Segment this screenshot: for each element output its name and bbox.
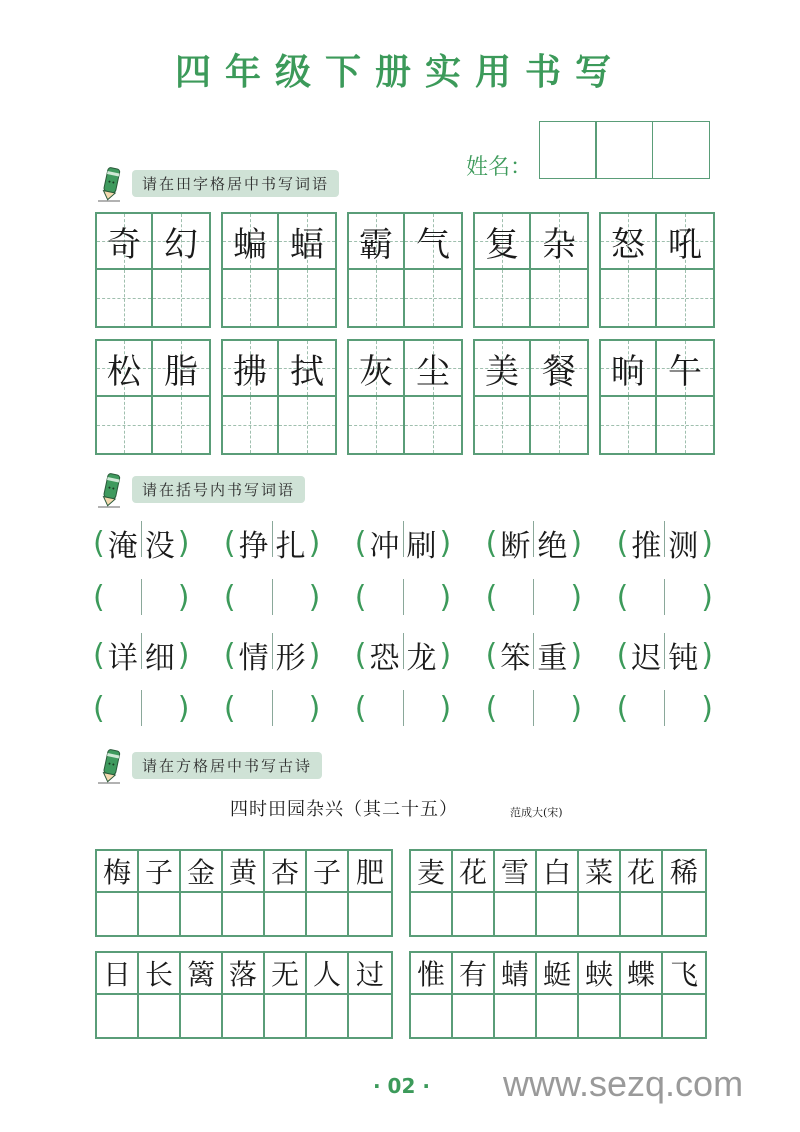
section-header-tianzige bbox=[98, 166, 339, 200]
tianzige-cell-practice[interactable] bbox=[223, 397, 279, 453]
poem-title: 四时田园杂兴（其二十五） bbox=[230, 799, 458, 820]
guide-line bbox=[124, 270, 125, 326]
open-paren: ( bbox=[93, 525, 105, 561]
poem-cell-model: 梅 bbox=[97, 851, 139, 893]
bracket-word bbox=[93, 633, 189, 677]
poem-cell-practice[interactable] bbox=[181, 893, 223, 935]
tianzige-word-box bbox=[221, 339, 337, 455]
poem-cell-model: 肥 bbox=[349, 851, 391, 893]
tianzige-row-2 bbox=[95, 339, 715, 455]
model-character: 奇 bbox=[107, 224, 141, 265]
bracket-blank[interactable] bbox=[355, 575, 451, 619]
open-paren: ( bbox=[223, 579, 236, 615]
poem-cell-model: 稀 bbox=[663, 851, 705, 893]
poem-cell-model: 长 bbox=[139, 953, 181, 995]
tianzige-word-box bbox=[347, 212, 463, 328]
poem-line-1 bbox=[95, 849, 393, 937]
guide-line bbox=[307, 270, 308, 326]
model-character: 美 bbox=[485, 351, 519, 392]
poem-cell-model: 篱 bbox=[181, 953, 223, 995]
guide-line bbox=[433, 270, 434, 326]
open-paren: ( bbox=[354, 579, 367, 615]
name-box[interactable] bbox=[652, 121, 710, 179]
poem-cell-practice[interactable] bbox=[349, 893, 391, 935]
bracket-char: 测 bbox=[668, 529, 699, 564]
poem-line-2 bbox=[409, 849, 707, 937]
poem-cell-practice[interactable] bbox=[621, 893, 663, 935]
model-character: 脂 bbox=[164, 351, 198, 392]
bracket-char bbox=[497, 690, 533, 726]
bracket-blank-row-2 bbox=[93, 686, 713, 730]
guide-line bbox=[181, 270, 182, 326]
tianzige-cell-model bbox=[531, 214, 587, 270]
bracket-word bbox=[355, 521, 451, 565]
poem-cell-model: 杏 bbox=[265, 851, 307, 893]
bracket-char bbox=[105, 579, 141, 615]
bracket-char: 淹 bbox=[107, 529, 138, 564]
tianzige-cell-practice[interactable] bbox=[97, 270, 153, 326]
tianzige-cell-model bbox=[405, 341, 461, 397]
bracket-char: 刷 bbox=[406, 529, 437, 564]
open-paren: ( bbox=[354, 690, 367, 726]
bracket-blank-row-1 bbox=[93, 575, 713, 619]
tianzige-cell-practice[interactable] bbox=[405, 397, 461, 453]
poem-grid bbox=[409, 951, 707, 1039]
poem-grid bbox=[95, 951, 393, 1039]
tianzige-cell-practice[interactable] bbox=[279, 270, 335, 326]
pencil-icon bbox=[98, 748, 124, 782]
poem-author: 范成大(宋) bbox=[510, 806, 563, 819]
guide-line bbox=[685, 397, 686, 453]
tianzige-cell-model bbox=[475, 341, 531, 397]
close-paren: ) bbox=[439, 637, 452, 673]
poem-cell-practice[interactable] bbox=[495, 893, 537, 935]
section-label: 请在括号内书写词语 bbox=[132, 476, 305, 503]
open-paren: ( bbox=[93, 579, 105, 615]
bracket-char: 重 bbox=[537, 641, 568, 676]
open-paren: ( bbox=[354, 637, 367, 673]
close-paren: ) bbox=[570, 637, 583, 673]
tianzige-word-box bbox=[599, 339, 715, 455]
poem-cell-model: 落 bbox=[223, 953, 265, 995]
open-paren: ( bbox=[223, 690, 236, 726]
section-label: 请在田字格居中书写词语 bbox=[132, 170, 339, 197]
bracket-blank[interactable] bbox=[486, 686, 582, 730]
tianzige-cell-practice[interactable] bbox=[279, 397, 335, 453]
tianzige-cell-practice[interactable] bbox=[223, 270, 279, 326]
open-paren: ( bbox=[485, 525, 498, 561]
open-paren: ( bbox=[616, 525, 629, 561]
tianzige-word-box bbox=[95, 339, 211, 455]
guide-line bbox=[376, 397, 377, 453]
bracket-char: 恐 bbox=[369, 641, 400, 676]
poem-cell-model: 白 bbox=[537, 851, 579, 893]
bracket-char: 细 bbox=[144, 641, 175, 676]
tianzige-cell-model bbox=[223, 341, 279, 397]
model-character: 怒 bbox=[611, 224, 645, 265]
bracket-char: 扎 bbox=[275, 529, 306, 564]
bracket-char: 绝 bbox=[537, 529, 568, 564]
bracket-word bbox=[617, 633, 713, 677]
bracket-word bbox=[93, 521, 189, 565]
bracket-blank[interactable] bbox=[224, 575, 320, 619]
guide-line bbox=[628, 397, 629, 453]
poem-cell-practice[interactable] bbox=[411, 995, 453, 1037]
poem-cell-practice[interactable] bbox=[349, 995, 391, 1037]
poem-cell-practice[interactable] bbox=[307, 893, 349, 935]
bracket-char bbox=[273, 690, 309, 726]
guide-line bbox=[376, 270, 377, 326]
bracket-blank[interactable] bbox=[617, 686, 713, 730]
close-paren: ) bbox=[439, 525, 452, 561]
section-header-poem bbox=[98, 748, 322, 782]
bracket-blank[interactable] bbox=[93, 575, 189, 619]
bracket-word bbox=[617, 521, 713, 565]
model-character: 杂 bbox=[542, 224, 576, 265]
poem-cell-model: 蜻 bbox=[495, 953, 537, 995]
tianzige-word-box bbox=[599, 212, 715, 328]
model-character: 霸 bbox=[359, 224, 393, 265]
tianzige-cell-model bbox=[657, 341, 713, 397]
name-label: 姓名： bbox=[466, 155, 533, 180]
bracket-char bbox=[142, 579, 178, 615]
poem-cell-model: 雪 bbox=[495, 851, 537, 893]
bracket-char bbox=[236, 579, 272, 615]
tianzige-word-box bbox=[473, 212, 589, 328]
bracket-char bbox=[497, 579, 533, 615]
guide-line bbox=[250, 270, 251, 326]
bracket-word bbox=[486, 633, 582, 677]
tianzige-cell-practice[interactable] bbox=[153, 270, 209, 326]
section-header-brackets bbox=[98, 472, 305, 506]
tianzige-cell-model bbox=[279, 341, 335, 397]
poem-cell-practice[interactable] bbox=[663, 995, 705, 1037]
model-character: 吼 bbox=[668, 224, 702, 265]
poem-cell-practice[interactable] bbox=[307, 995, 349, 1037]
tianzige-cell-practice[interactable] bbox=[153, 397, 209, 453]
tianzige-word-box bbox=[95, 212, 211, 328]
open-paren: ( bbox=[485, 690, 498, 726]
poem-cell-model: 有 bbox=[453, 953, 495, 995]
tianzige-cell-model bbox=[279, 214, 335, 270]
guide-line bbox=[124, 397, 125, 453]
guide-line bbox=[307, 397, 308, 453]
poem-cell-practice[interactable] bbox=[579, 893, 621, 935]
poem-cell-practice[interactable] bbox=[537, 995, 579, 1037]
guide-line bbox=[628, 270, 629, 326]
bracket-blank[interactable] bbox=[617, 575, 713, 619]
poem-cell-practice[interactable] bbox=[453, 893, 495, 935]
bracket-char: 没 bbox=[144, 529, 175, 564]
tianzige-cell-practice[interactable] bbox=[601, 397, 657, 453]
poem-cell-model: 人 bbox=[307, 953, 349, 995]
bracket-char bbox=[367, 579, 403, 615]
poem-cell-model: 蜓 bbox=[537, 953, 579, 995]
tianzige-row-1 bbox=[95, 212, 715, 328]
bracket-char: 详 bbox=[107, 641, 138, 676]
poem-cell-model: 蛱 bbox=[579, 953, 621, 995]
watermark: www.sezq.com bbox=[503, 1063, 744, 1104]
bracket-char bbox=[628, 579, 664, 615]
tianzige-cell-practice[interactable] bbox=[349, 270, 405, 326]
model-character: 灰 bbox=[359, 351, 393, 392]
close-paren: ) bbox=[177, 637, 190, 673]
bracket-char: 龙 bbox=[406, 641, 437, 676]
bracket-char: 推 bbox=[631, 529, 662, 564]
poem-grid bbox=[95, 849, 393, 937]
tianzige-cell-model bbox=[601, 214, 657, 270]
poem-cell-practice[interactable] bbox=[453, 995, 495, 1037]
guide-line bbox=[559, 270, 560, 326]
tianzige-cell-practice[interactable] bbox=[657, 270, 713, 326]
bracket-char bbox=[665, 690, 701, 726]
close-paren: ) bbox=[570, 690, 583, 726]
poem-cell-model: 过 bbox=[349, 953, 391, 995]
bracket-word bbox=[486, 521, 582, 565]
model-character: 复 bbox=[485, 224, 519, 265]
model-character: 蝠 bbox=[290, 224, 324, 265]
bracket-char bbox=[628, 690, 664, 726]
bracket-word bbox=[355, 633, 451, 677]
tianzige-cell-model bbox=[405, 214, 461, 270]
tianzige-word-box bbox=[473, 339, 589, 455]
tianzige-cell-practice[interactable] bbox=[601, 270, 657, 326]
poem-cell-practice[interactable] bbox=[181, 995, 223, 1037]
guide-line bbox=[181, 397, 182, 453]
tianzige-cell-model bbox=[475, 214, 531, 270]
close-paren: ) bbox=[308, 637, 321, 673]
bracket-char: 挣 bbox=[238, 529, 269, 564]
open-paren: ( bbox=[616, 637, 629, 673]
bracket-char: 钝 bbox=[668, 641, 699, 676]
tianzige-cell-practice[interactable] bbox=[657, 397, 713, 453]
tianzige-cell-model bbox=[153, 341, 209, 397]
open-paren: ( bbox=[223, 525, 236, 561]
open-paren: ( bbox=[616, 690, 629, 726]
close-paren: ) bbox=[177, 525, 190, 561]
bracket-blank[interactable] bbox=[224, 686, 320, 730]
poem-cell-practice[interactable] bbox=[97, 995, 139, 1037]
pencil-icon bbox=[98, 472, 124, 506]
name-box[interactable] bbox=[595, 121, 653, 179]
poem-cell-model: 飞 bbox=[663, 953, 705, 995]
guide-line bbox=[433, 397, 434, 453]
bracket-char: 冲 bbox=[369, 529, 400, 564]
poem-cell-practice[interactable] bbox=[495, 995, 537, 1037]
bracket-char bbox=[404, 690, 440, 726]
bracket-blank[interactable] bbox=[355, 686, 451, 730]
tianzige-cell-practice[interactable] bbox=[475, 270, 531, 326]
bracket-char bbox=[367, 690, 403, 726]
poem-cell-model: 子 bbox=[307, 851, 349, 893]
poem-cell-practice[interactable] bbox=[265, 995, 307, 1037]
bracket-char bbox=[273, 579, 309, 615]
poem-cell-practice[interactable] bbox=[579, 995, 621, 1037]
tianzige-cell-model bbox=[531, 341, 587, 397]
bracket-char: 笨 bbox=[500, 641, 531, 676]
model-character: 幻 bbox=[164, 224, 198, 265]
page-title: 四年级下册实用书写 bbox=[174, 52, 625, 93]
tianzige-word-box bbox=[347, 339, 463, 455]
close-paren: ) bbox=[701, 525, 713, 561]
bracket-char bbox=[534, 579, 570, 615]
tianzige-cell-model bbox=[97, 214, 153, 270]
close-paren: ) bbox=[439, 579, 452, 615]
tianzige-cell-model bbox=[349, 214, 405, 270]
tianzige-cell-model bbox=[153, 214, 209, 270]
bracket-char: 情 bbox=[238, 641, 269, 676]
poem-cell-model: 无 bbox=[265, 953, 307, 995]
pencil-icon bbox=[98, 166, 124, 200]
bracket-row-2 bbox=[93, 633, 713, 677]
model-character: 气 bbox=[416, 224, 450, 265]
close-paren: ) bbox=[177, 579, 190, 615]
tianzige-cell-model bbox=[601, 341, 657, 397]
guide-line bbox=[250, 397, 251, 453]
bracket-word bbox=[224, 633, 320, 677]
tianzige-word-box bbox=[221, 212, 337, 328]
close-paren: ) bbox=[439, 690, 452, 726]
name-boxes bbox=[540, 121, 710, 179]
section-label: 请在方格居中书写古诗 bbox=[132, 752, 322, 779]
bracket-blank[interactable] bbox=[486, 575, 582, 619]
poem-cell-model: 蝶 bbox=[621, 953, 663, 995]
open-paren: ( bbox=[485, 579, 498, 615]
poem-cell-practice[interactable] bbox=[97, 893, 139, 935]
model-character: 尘 bbox=[416, 351, 450, 392]
model-character: 蝙 bbox=[233, 224, 267, 265]
open-paren: ( bbox=[616, 579, 629, 615]
bracket-char bbox=[236, 690, 272, 726]
poem-cell-practice[interactable] bbox=[139, 893, 181, 935]
tianzige-cell-model bbox=[97, 341, 153, 397]
guide-line bbox=[685, 270, 686, 326]
tianzige-cell-model bbox=[349, 341, 405, 397]
model-character: 餐 bbox=[542, 351, 576, 392]
poem-cell-model: 花 bbox=[453, 851, 495, 893]
name-box[interactable] bbox=[539, 121, 597, 179]
poem-line-3 bbox=[95, 951, 393, 1039]
bracket-char bbox=[404, 579, 440, 615]
close-paren: ) bbox=[701, 690, 713, 726]
close-paren: ) bbox=[570, 525, 583, 561]
bracket-blank[interactable] bbox=[93, 686, 189, 730]
guide-line bbox=[502, 397, 503, 453]
bracket-char bbox=[534, 690, 570, 726]
poem-cell-model: 子 bbox=[139, 851, 181, 893]
bracket-char bbox=[665, 579, 701, 615]
close-paren: ) bbox=[308, 579, 321, 615]
model-character: 拭 bbox=[290, 351, 324, 392]
close-paren: ) bbox=[701, 579, 713, 615]
bracket-char: 形 bbox=[275, 641, 306, 676]
tianzige-cell-practice[interactable] bbox=[97, 397, 153, 453]
page-number: · 02 · bbox=[373, 1074, 430, 1098]
tianzige-cell-practice[interactable] bbox=[405, 270, 461, 326]
close-paren: ) bbox=[701, 637, 713, 673]
tianzige-cell-practice[interactable] bbox=[531, 397, 587, 453]
poem-cell-practice[interactable] bbox=[223, 995, 265, 1037]
model-character: 松 bbox=[107, 351, 141, 392]
tianzige-cell-model bbox=[657, 214, 713, 270]
close-paren: ) bbox=[308, 525, 321, 561]
bracket-char bbox=[142, 690, 178, 726]
poem-cell-model: 菜 bbox=[579, 851, 621, 893]
poem-cell-practice[interactable] bbox=[537, 893, 579, 935]
open-paren: ( bbox=[93, 637, 105, 673]
guide-line bbox=[559, 397, 560, 453]
poem-cell-model: 惟 bbox=[411, 953, 453, 995]
poem-cell-practice[interactable] bbox=[265, 893, 307, 935]
bracket-char: 迟 bbox=[631, 641, 662, 676]
close-paren: ) bbox=[570, 579, 583, 615]
poem-grid bbox=[409, 849, 707, 937]
poem-cell-practice[interactable] bbox=[223, 893, 265, 935]
close-paren: ) bbox=[177, 690, 190, 726]
model-character: 午 bbox=[668, 351, 702, 392]
poem-cell-practice[interactable] bbox=[139, 995, 181, 1037]
open-paren: ( bbox=[485, 637, 498, 673]
tianzige-cell-model bbox=[223, 214, 279, 270]
poem-cell-model: 麦 bbox=[411, 851, 453, 893]
bracket-word bbox=[224, 521, 320, 565]
poem-cell-model: 花 bbox=[621, 851, 663, 893]
model-character: 晌 bbox=[611, 351, 645, 392]
guide-line bbox=[502, 270, 503, 326]
poem-cell-practice[interactable] bbox=[663, 893, 705, 935]
open-paren: ( bbox=[223, 637, 236, 673]
model-character: 拂 bbox=[233, 351, 267, 392]
poem-cell-model: 黄 bbox=[223, 851, 265, 893]
poem-cell-practice[interactable] bbox=[621, 995, 663, 1037]
bracket-row-1 bbox=[93, 521, 713, 565]
bracket-char bbox=[105, 690, 141, 726]
tianzige-cell-practice[interactable] bbox=[531, 270, 587, 326]
poem-line-4 bbox=[409, 951, 707, 1039]
close-paren: ) bbox=[308, 690, 321, 726]
open-paren: ( bbox=[354, 525, 367, 561]
poem-cell-practice[interactable] bbox=[411, 893, 453, 935]
open-paren: ( bbox=[93, 690, 105, 726]
poem-cell-model: 金 bbox=[181, 851, 223, 893]
bracket-char: 断 bbox=[500, 529, 531, 564]
tianzige-cell-practice[interactable] bbox=[349, 397, 405, 453]
tianzige-cell-practice[interactable] bbox=[475, 397, 531, 453]
poem-cell-model: 日 bbox=[97, 953, 139, 995]
